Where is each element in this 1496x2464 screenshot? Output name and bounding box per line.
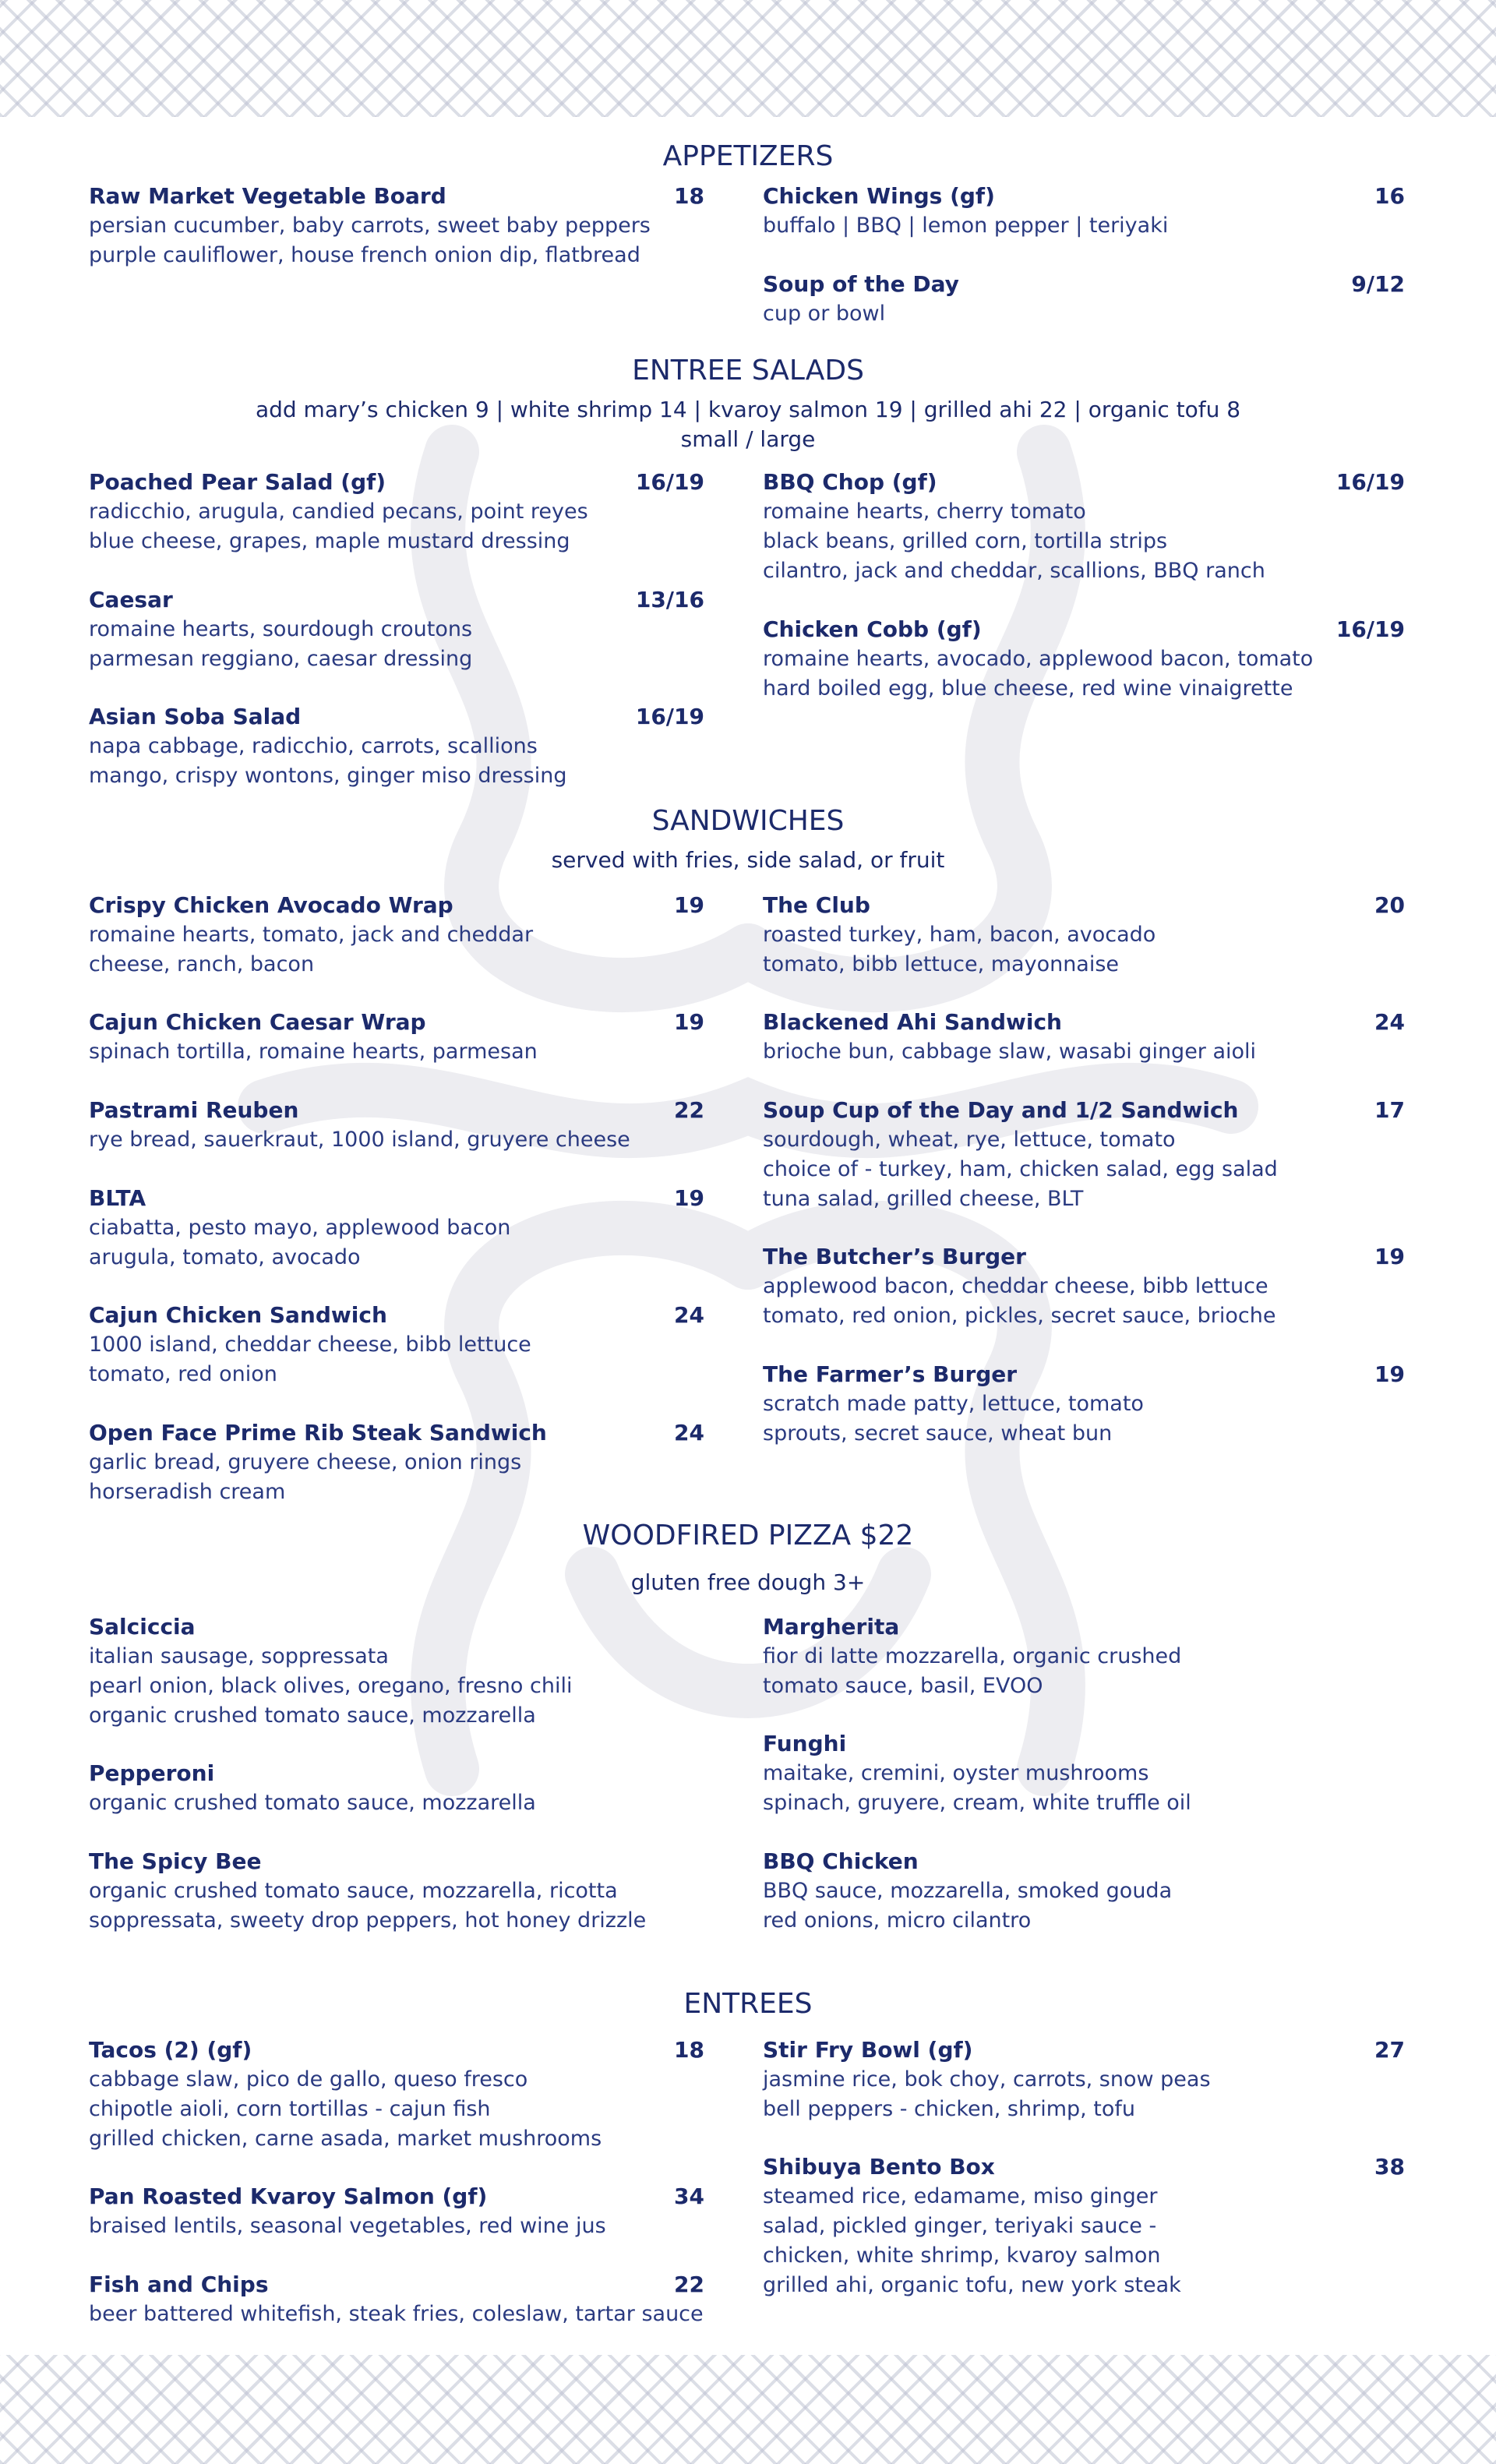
menu-item: [89, 1418, 704, 1507]
item-description: applewood bacon, cheddar cheese, bibb lettuce tomato, red onion, pickles, secret sauce, brioche: [763, 1274, 1276, 1328]
menu-item: [89, 1612, 704, 1731]
menu-item: [763, 1242, 1405, 1331]
menu-item: [763, 615, 1405, 704]
menu-item: [763, 1612, 1405, 1701]
item-name: Salciccia: [89, 1614, 196, 1640]
item-name: Caesar: [89, 587, 173, 612]
menu-item: [763, 1360, 1405, 1449]
item-description: romaine hearts, cherry tomato black beans, grilled corn, tortilla strips cilantro, jack and cheddar, scallions, BBQ ranch: [763, 500, 1265, 583]
menu-item: [763, 468, 1405, 586]
item-price: 17: [1374, 1097, 1405, 1123]
item-description: scratch made patty, lettuce, tomato sprouts, secret sauce, wheat bun: [763, 1392, 1144, 1446]
item-name: Cajun Chicken Caesar Wrap: [89, 1009, 426, 1035]
item-price: 19: [674, 892, 704, 918]
item-name: The Butcher’s Burger: [763, 1244, 1026, 1269]
item-description: ciabatta, pesto mayo, applewood bacon arugula, tomato, avocado: [89, 1216, 511, 1269]
item-name: Margherita: [763, 1614, 900, 1640]
menu-item: [89, 585, 704, 674]
menu-item: [763, 270, 1405, 329]
item-name: Tacos (2) (gf): [89, 2037, 252, 2063]
item-price: 24: [674, 1302, 704, 1328]
item-description: napa cabbage, radicchio, carrots, scallions mango, crispy wontons, ginger miso dressing: [89, 734, 567, 788]
item-price: 24: [1374, 1009, 1405, 1035]
section-title-entree-salads: ENTREE SALADS: [632, 355, 864, 387]
item-description: 1000 island, cheddar cheese, bibb lettuce tomato, red onion: [89, 1333, 531, 1386]
item-description: romaine hearts, tomato, jack and cheddar cheese, ranch, bacon: [89, 923, 534, 976]
section-title-entrees: ENTREES: [683, 1988, 813, 2020]
section-title-appetizers: APPETIZERS: [662, 140, 834, 172]
item-description: cup or bowl: [763, 302, 886, 326]
item-name: Crispy Chicken Avocado Wrap: [89, 892, 453, 918]
item-price: 16/19: [1335, 616, 1405, 642]
item-price: 38: [1374, 2154, 1405, 2180]
menu-item: [763, 891, 1405, 980]
item-price: 13/16: [635, 587, 704, 612]
section-subtitle: gluten free dough 3+: [630, 1569, 866, 1595]
item-description: roasted turkey, ham, bacon, avocado tomato, bibb lettuce, mayonnaise: [763, 923, 1156, 976]
item-description: organic crushed tomato sauce, mozzarella: [89, 1791, 536, 1815]
item-price: 9/12: [1351, 271, 1405, 297]
item-name: Pan Roasted Kvaroy Salmon (gf): [89, 2183, 488, 2209]
item-name: Chicken Wings (gf): [763, 183, 995, 209]
section-title-pizza: WOODFIRED PIZZA $22: [582, 1520, 914, 1551]
item-price: 18: [674, 183, 704, 209]
item-description: rye bread, sauerkraut, 1000 island, gruyere cheese: [89, 1128, 630, 1152]
item-name: The Club: [763, 892, 870, 918]
item-name: The Spicy Bee: [89, 1848, 262, 1874]
item-description: romaine hearts, avocado, applewood bacon, tomato hard boiled egg, blue cheese, red wine vinaigrette: [763, 647, 1314, 701]
item-name: Stir Fry Bowl (gf): [763, 2037, 973, 2063]
item-description: BBQ sauce, mozzarella, smoked gouda red onions, micro cilantro: [763, 1879, 1173, 1933]
menu-item: [89, 1096, 704, 1155]
menu-item: [89, 1301, 704, 1389]
item-name: Pepperoni: [89, 1760, 215, 1786]
menu-item: [89, 2182, 704, 2241]
menu-item: [89, 1184, 704, 1273]
item-name: Chicken Cobb (gf): [763, 616, 982, 642]
item-description: garlic bread, gruyere cheese, onion rings horseradish cream: [89, 1450, 522, 1504]
item-name: Raw Market Vegetable Board: [89, 183, 446, 209]
menu-item: [89, 182, 704, 270]
item-name: BBQ Chop (gf): [763, 469, 937, 495]
section-title-sandwiches: SANDWICHES: [651, 805, 845, 837]
item-price: 27: [1374, 2037, 1405, 2063]
item-name: Funghi: [763, 1731, 847, 1756]
item-price: 19: [674, 1009, 704, 1035]
menu-item: [763, 2152, 1405, 2300]
menu-item: [89, 1759, 704, 1818]
item-name: BLTA: [89, 1185, 146, 1211]
item-description: cabbage slaw, pico de gallo, queso fresco chipotle aioli, corn tortillas - cajun fish grilled chicken, carne asada, market mushrooms: [89, 2067, 602, 2151]
item-description: steamed rice, edamame, miso ginger salad, pickled ginger, teriyaki sauce - chicken, white shrimp, kvaroy salmon grilled ahi, organic tofu, new york steak: [763, 2184, 1181, 2297]
item-price: 16/19: [635, 469, 704, 495]
item-price: 19: [1374, 1244, 1405, 1269]
item-name: Soup Cup of the Day and 1/2 Sandwich: [763, 1097, 1239, 1123]
item-price: 19: [674, 1185, 704, 1211]
item-name: BBQ Chicken: [763, 1848, 919, 1874]
menu-item: [89, 1847, 704, 1936]
menu-item: [89, 702, 704, 791]
item-price: 16: [1374, 183, 1405, 209]
item-name: Fish and Chips: [89, 2272, 269, 2297]
item-description: buffalo | BBQ | lemon pepper | teriyaki: [763, 214, 1169, 238]
item-description: italian sausage, soppressata pearl onion, black olives, oregano, fresno chili organic crushed tomato sauce, mozzarella: [89, 1644, 573, 1728]
menu-item: [763, 1729, 1405, 1818]
item-name: Open Face Prime Rib Steak Sandwich: [89, 1420, 547, 1446]
item-description: maitake, cremini, oyster mushrooms spinach, gruyere, cream, white truffle oil: [763, 1761, 1191, 1815]
item-name: The Farmer’s Burger: [763, 1361, 1018, 1387]
section-subtitle: add mary’s chicken 9 | white shrimp 14 | kvaroy salmon 19 | grilled ahi 22 | organic tofu 8: [255, 397, 1241, 422]
item-description: braised lentils, seasonal vegetables, red wine jus: [89, 2214, 606, 2238]
menu-item: [89, 2270, 704, 2329]
menu-item: [89, 2035, 704, 2154]
item-description: jasmine rice, bok choy, carrots, snow peas bell peppers - chicken, shrimp, tofu: [763, 2067, 1211, 2121]
item-description: sourdough, wheat, rye, lettuce, tomato choice of - turkey, ham, chicken salad, egg salad tuna salad, grilled cheese, BLT: [763, 1128, 1278, 1211]
item-description: spinach tortilla, romaine hearts, parmesan: [89, 1040, 538, 1064]
menu-item: [89, 1008, 704, 1067]
item-description: romaine hearts, sourdough croutons parmesan reggiano, caesar dressing: [89, 617, 473, 671]
item-name: Poached Pear Salad (gf): [89, 469, 386, 495]
menu-item: [763, 1096, 1405, 1214]
item-price: 16/19: [1335, 469, 1405, 495]
item-name: Blackened Ahi Sandwich: [763, 1009, 1062, 1035]
menu-item: [763, 1008, 1405, 1067]
menu-item: [89, 891, 704, 980]
item-price: 19: [1374, 1361, 1405, 1387]
item-price: 24: [674, 1420, 704, 1446]
item-name: Shibuya Bento Box: [763, 2154, 995, 2180]
item-price: 20: [1374, 892, 1405, 918]
item-description: organic crushed tomato sauce, mozzarella, ricotta soppressata, sweety drop peppers, hot honey drizzle: [89, 1879, 647, 1933]
item-price: 16/19: [635, 704, 704, 729]
item-description: brioche bun, cabbage slaw, wasabi ginger aioli: [763, 1040, 1257, 1064]
item-name: Soup of the Day: [763, 271, 959, 297]
decorative-pattern-top: [0, 0, 1496, 117]
item-price: 22: [674, 1097, 704, 1123]
menu-item: [89, 468, 704, 556]
item-price: 22: [674, 2272, 704, 2297]
item-name: Asian Soba Salad: [89, 704, 302, 729]
item-description: fior di latte mozzarella, organic crushed tomato sauce, basil, EVOO: [763, 1644, 1182, 1698]
item-description: persian cucumber, baby carrots, sweet baby peppers purple cauliflower, house french onion dip, flatbread: [89, 214, 651, 267]
menu-item: [763, 2035, 1405, 2124]
item-price: 18: [674, 2037, 704, 2063]
section-subtitle: small / large: [680, 426, 816, 452]
menu-item: [763, 1847, 1405, 1936]
decorative-pattern-bottom: [0, 2355, 1496, 2464]
item-price: 34: [674, 2183, 704, 2209]
item-name: Cajun Chicken Sandwich: [89, 1302, 387, 1328]
item-description: radicchio, arugula, candied pecans, point reyes blue cheese, grapes, maple mustard dressing: [89, 500, 588, 553]
item-name: Pastrami Reuben: [89, 1097, 299, 1123]
item-description: beer battered whitefish, steak fries, coleslaw, tartar sauce: [89, 2302, 704, 2326]
menu-item: [763, 182, 1405, 241]
section-subtitle: served with fries, side salad, or fruit: [551, 847, 945, 873]
